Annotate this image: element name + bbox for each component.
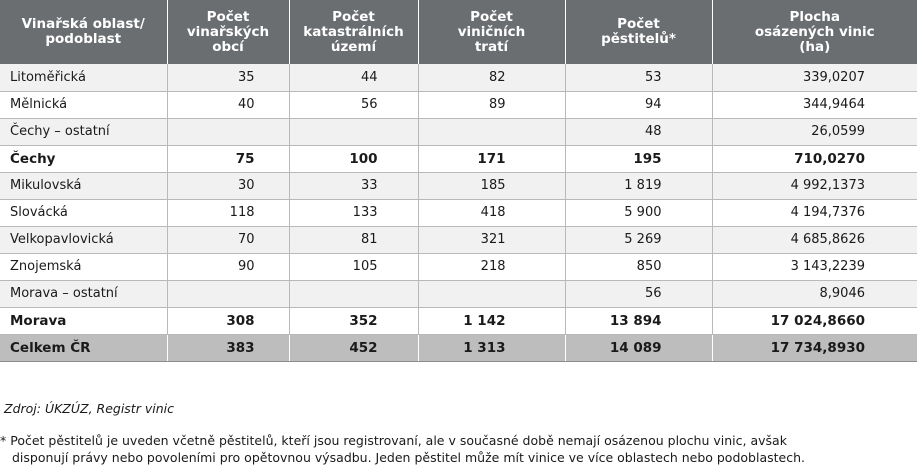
vineyard-tracts-value: 89 bbox=[418, 91, 565, 118]
wine-villages-value: 90 bbox=[167, 253, 289, 280]
vineyard-tracts-value bbox=[418, 280, 565, 307]
table-row bbox=[0, 91, 917, 118]
cadastral-areas-value: 81 bbox=[289, 226, 418, 253]
footnote-line-1: * Počet pěstitelů je uveden včetně pěstitelů, kteří jsou registrovaní, ale v současné době nemají osázenou plochu vinic, avšak bbox=[0, 433, 787, 448]
table-row bbox=[0, 172, 917, 199]
growers-value: 94 bbox=[565, 91, 712, 118]
vineyard-tracts-value: 1 313 bbox=[418, 334, 565, 361]
table-row bbox=[0, 64, 917, 91]
vineyard-tracts-value bbox=[418, 118, 565, 145]
planted-area-value: 26,0599 bbox=[712, 118, 917, 145]
cadastral-areas-value bbox=[289, 118, 418, 145]
cadastral-areas-value: 44 bbox=[289, 64, 418, 91]
subtotal-row bbox=[0, 307, 917, 334]
growers-value: 5 900 bbox=[565, 199, 712, 226]
growers-value: 195 bbox=[565, 145, 712, 172]
planted-area-value: 344,9464 bbox=[712, 91, 917, 118]
wine-villages-value: 118 bbox=[167, 199, 289, 226]
planted-area-value: 4 685,8626 bbox=[712, 226, 917, 253]
region-name: Celkem ČR bbox=[0, 334, 167, 361]
wine-villages-value bbox=[167, 280, 289, 307]
growers-value: 48 bbox=[565, 118, 712, 145]
wine-villages-value bbox=[167, 118, 289, 145]
growers-value: 56 bbox=[565, 280, 712, 307]
cadastral-areas-value: 56 bbox=[289, 91, 418, 118]
header-row bbox=[0, 0, 917, 64]
region-name: Litoměřická bbox=[0, 64, 167, 91]
subtotal-row bbox=[0, 145, 917, 172]
region-name: Morava – ostatní bbox=[0, 280, 167, 307]
header-wine-villages: Počet vinařských obcí bbox=[167, 0, 289, 64]
header-planted-area: Plocha osázených vinic (ha) bbox=[712, 0, 917, 64]
region-name: Slovácká bbox=[0, 199, 167, 226]
table-row bbox=[0, 199, 917, 226]
cadastral-areas-value bbox=[289, 280, 418, 307]
cadastral-areas-value: 352 bbox=[289, 307, 418, 334]
vineyard-tracts-value: 218 bbox=[418, 253, 565, 280]
wine-villages-value: 30 bbox=[167, 172, 289, 199]
vineyard-tracts-value: 1 142 bbox=[418, 307, 565, 334]
wine-villages-value: 308 bbox=[167, 307, 289, 334]
wine-villages-value: 70 bbox=[167, 226, 289, 253]
wine-villages-value: 75 bbox=[167, 145, 289, 172]
region-name: Čechy bbox=[0, 145, 167, 172]
planted-area-value: 8,9046 bbox=[712, 280, 917, 307]
wine-villages-value: 383 bbox=[167, 334, 289, 361]
table-body bbox=[0, 64, 917, 361]
growers-value: 1 819 bbox=[565, 172, 712, 199]
vineyard-tracts-value: 82 bbox=[418, 64, 565, 91]
planted-area-value: 3 143,2239 bbox=[712, 253, 917, 280]
table-header bbox=[0, 0, 917, 64]
cadastral-areas-value: 452 bbox=[289, 334, 418, 361]
table-row bbox=[0, 118, 917, 145]
table-row bbox=[0, 226, 917, 253]
cadastral-areas-value: 100 bbox=[289, 145, 418, 172]
header-cadastral-areas: Počet katastrálních území bbox=[289, 0, 418, 64]
header-region: Vinařská oblast/ podoblast bbox=[0, 0, 167, 64]
planted-area-value: 4 194,7376 bbox=[712, 199, 917, 226]
vineyard-tracts-value: 185 bbox=[418, 172, 565, 199]
footnote bbox=[0, 432, 917, 466]
cadastral-areas-value: 33 bbox=[289, 172, 418, 199]
total-row bbox=[0, 334, 917, 361]
region-name: Velkopavlovická bbox=[0, 226, 167, 253]
header-vineyard-tracts: Počet viničních tratí bbox=[418, 0, 565, 64]
growers-value: 53 bbox=[565, 64, 712, 91]
footnote-line-2: disponují právy nebo povoleními pro opětovnou výsadbu. Jeden pěstitel může mít vinice ve více oblastech nebo podoblastech. bbox=[12, 450, 805, 465]
wine-villages-value: 35 bbox=[167, 64, 289, 91]
cadastral-areas-value: 133 bbox=[289, 199, 418, 226]
region-name: Morava bbox=[0, 307, 167, 334]
growers-value: 850 bbox=[565, 253, 712, 280]
wine-villages-value: 40 bbox=[167, 91, 289, 118]
planted-area-value: 17 734,8930 bbox=[712, 334, 917, 361]
growers-value: 14 089 bbox=[565, 334, 712, 361]
table-row bbox=[0, 280, 917, 307]
planted-area-value: 17 024,8660 bbox=[712, 307, 917, 334]
region-name: Znojemská bbox=[0, 253, 167, 280]
header-growers: Počet pěstitelů* bbox=[565, 0, 712, 64]
region-name: Mělnická bbox=[0, 91, 167, 118]
source-note: Zdroj: ÚKZÚZ, Registr vinic bbox=[4, 401, 174, 416]
planted-area-value: 4 992,1373 bbox=[712, 172, 917, 199]
growers-value: 5 269 bbox=[565, 226, 712, 253]
region-name: Mikulovská bbox=[0, 172, 167, 199]
vineyard-tracts-value: 418 bbox=[418, 199, 565, 226]
planted-area-value: 339,0207 bbox=[712, 64, 917, 91]
vineyard-tracts-value: 321 bbox=[418, 226, 565, 253]
table-row bbox=[0, 253, 917, 280]
vineyard-tracts-value: 171 bbox=[418, 145, 565, 172]
cadastral-areas-value: 105 bbox=[289, 253, 418, 280]
growers-value: 13 894 bbox=[565, 307, 712, 334]
planted-area-value: 710,0270 bbox=[712, 145, 917, 172]
region-name: Čechy – ostatní bbox=[0, 118, 167, 145]
